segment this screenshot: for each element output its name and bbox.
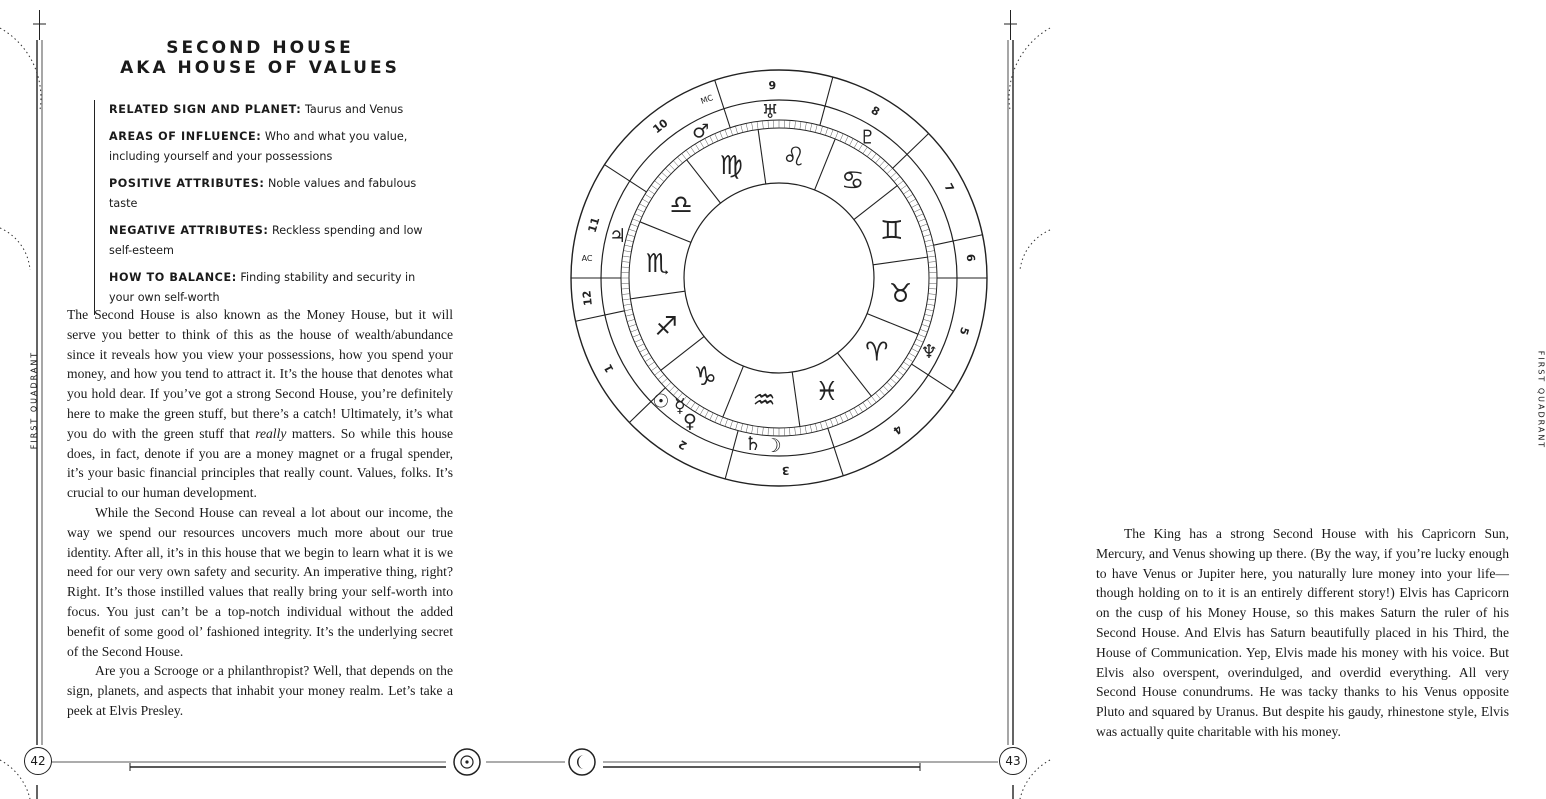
running-head-right: FIRST QUADRANT	[1536, 350, 1546, 450]
degree-tick	[914, 209, 921, 213]
attribute-label: RELATED SIGN AND PLANET:	[109, 103, 302, 116]
zodiac-sign-glyph: ♉	[888, 278, 913, 309]
sign-divider	[758, 129, 766, 183]
degree-tick	[925, 240, 933, 242]
degree-tick	[623, 251, 631, 252]
degree-tick	[695, 144, 699, 151]
degree-tick	[629, 229, 637, 231]
degree-tick	[795, 427, 796, 435]
inner-circle	[684, 183, 874, 373]
running-head-left: FIRST QUADRANT	[29, 350, 39, 450]
house-number: 2	[676, 437, 690, 453]
degree-tick	[903, 190, 910, 194]
degree-tick	[642, 199, 649, 203]
degree-tick	[720, 417, 723, 424]
degree-tick	[654, 370, 660, 375]
attributes-list	[94, 100, 439, 315]
degree-tick	[669, 386, 675, 392]
degree-tick	[890, 172, 896, 177]
degree-tick	[911, 204, 918, 208]
degree-tick	[805, 426, 806, 434]
attribute-label: POSITIVE ATTRIBUTES:	[109, 177, 265, 190]
degree-tick	[654, 181, 660, 186]
degree-tick	[815, 125, 817, 133]
degree-tick	[927, 304, 935, 305]
sun-glyph: ☉	[652, 390, 670, 413]
pluto-glyph: ♇	[858, 126, 877, 149]
degree-tick	[871, 396, 876, 402]
attribute-positive	[109, 174, 439, 214]
attribute-value: Who and what you value, including yourself and your possessions	[109, 130, 408, 163]
degree-tick	[757, 122, 758, 130]
paragraph-1-part-a: The Second House is also known as the Money House, but it will serve you better to think of this as the house of wealth/abundance since it reveals how you view your possessions, how you spend your money, and how you tend to attract it. It’s the house that denotes what you hold dear. If you’ve got a strong Second House, you’re definitely here to make the green stuff, but there’s a catch! Ultimately, it’s what you do with the green stuff that	[67, 307, 453, 441]
house-number: 7	[941, 181, 957, 195]
degree-tick	[662, 378, 668, 383]
degree-tick	[920, 224, 928, 227]
degree-band-inner	[629, 128, 929, 428]
degree-tick	[633, 334, 640, 337]
degree-tick	[789, 428, 790, 436]
degree-tick	[720, 132, 723, 139]
degree-tick	[621, 267, 629, 268]
degree-tick	[918, 334, 925, 337]
attribute-balance	[109, 268, 439, 308]
degree-tick	[854, 141, 858, 148]
degree-tick	[626, 240, 634, 242]
natal-chart-wheel	[549, 48, 1009, 508]
zodiac-sign-glyph: ♓	[815, 376, 839, 407]
degree-tick	[900, 185, 906, 190]
degree-tick	[651, 185, 657, 190]
zodiac-sign-glyph: ♒	[752, 385, 776, 416]
degree-tick	[665, 382, 671, 388]
attribute-value: Noble values and fabulous taste	[109, 177, 417, 210]
degree-tick	[918, 219, 925, 222]
degree-tick	[920, 329, 928, 332]
degree-tick	[845, 136, 849, 143]
degree-tick	[928, 294, 936, 295]
left-body-text	[67, 305, 453, 721]
degree-tick	[623, 256, 631, 257]
attribute-areas	[109, 127, 439, 167]
house-number: 11	[585, 215, 603, 235]
degree-tick	[928, 299, 936, 300]
crescent-moon-icon	[567, 747, 597, 777]
degree-tick	[746, 425, 748, 433]
house-number: 10	[650, 116, 671, 137]
degree-tick	[923, 234, 931, 236]
sign-divider	[792, 372, 800, 426]
degree-tick	[906, 194, 913, 198]
attribute-value: Finding stability and security in your own self-worth	[109, 271, 416, 304]
degree-tick	[741, 424, 743, 432]
degree-tick	[627, 234, 635, 236]
degree-tick	[894, 176, 900, 181]
degree-tick	[849, 410, 853, 417]
degree-tick	[635, 339, 642, 342]
house-number: 5	[956, 325, 972, 337]
degree-tick	[909, 353, 916, 357]
degree-tick	[925, 314, 933, 316]
degree-tick	[863, 402, 867, 409]
degree-tick	[849, 138, 853, 145]
degree-tick	[730, 421, 732, 429]
house-number: 4	[890, 422, 905, 438]
degree-tick	[926, 309, 934, 311]
degree-tick	[883, 164, 889, 170]
degree-tick	[682, 153, 687, 159]
sign-divider	[723, 366, 744, 417]
degree-tick	[840, 134, 843, 141]
degree-tick	[929, 267, 937, 268]
degree-tick	[894, 374, 900, 379]
house-number: 9	[768, 78, 777, 93]
degree-tick	[623, 299, 631, 300]
title-line-2: AKA HOUSE OF VALUES	[120, 58, 400, 78]
degree-tick	[897, 181, 903, 186]
degree-tick	[621, 288, 629, 289]
degree-tick	[845, 413, 849, 420]
zodiac-sign-glyph: ♋	[841, 166, 865, 197]
degree-tick	[635, 214, 642, 217]
degree-tick	[871, 153, 876, 159]
degree-tick	[700, 408, 704, 415]
house-cusp	[576, 311, 625, 321]
degree-tick	[916, 214, 923, 217]
page-title	[115, 38, 405, 78]
degree-tick	[686, 399, 691, 405]
degree-tick	[929, 288, 937, 289]
house-cusp	[828, 428, 843, 476]
degree-tick	[890, 378, 896, 383]
mercury-glyph: ☿	[674, 394, 686, 417]
degree-tick	[637, 209, 644, 213]
degree-tick	[669, 164, 675, 170]
degree-tick	[800, 427, 801, 435]
zodiac-sign-glyph: ♐	[654, 311, 678, 342]
degree-tick	[887, 168, 893, 174]
attribute-negative	[109, 221, 439, 261]
right-body-text	[1096, 524, 1509, 742]
house-cusp	[893, 134, 929, 169]
house-cusp	[725, 431, 738, 479]
degree-tick	[622, 294, 630, 295]
degree-tick	[922, 324, 930, 326]
degree-tick	[642, 353, 649, 357]
zodiac-sign-glyph: ♑	[693, 361, 717, 392]
degree-tick	[825, 128, 827, 136]
degree-tick	[715, 415, 718, 422]
degree-tick	[911, 348, 918, 352]
zodiac-sign-glyph: ♏	[645, 249, 670, 280]
degree-tick	[883, 386, 889, 392]
degree-tick	[651, 366, 657, 371]
degree-tick	[835, 132, 838, 139]
degree-tick	[795, 121, 796, 129]
degree-tick	[800, 122, 801, 130]
degree-tick	[900, 366, 906, 371]
degree-tick	[897, 370, 903, 375]
degree-tick	[746, 123, 748, 131]
degree-tick	[922, 229, 930, 231]
degree-tick	[789, 120, 790, 128]
degree-tick	[705, 410, 709, 417]
degree-tick	[725, 130, 728, 138]
degree-tick	[662, 172, 668, 177]
degree-tick	[815, 424, 817, 432]
sign-divider	[873, 257, 927, 265]
house-number: 3	[781, 463, 790, 478]
degree-tick	[629, 324, 637, 326]
degree-tick	[735, 126, 737, 134]
degree-tick	[648, 190, 655, 194]
attribute-label: NEGATIVE ATTRIBUTES:	[109, 224, 269, 237]
degree-tick	[730, 128, 732, 136]
degree-tick	[665, 168, 671, 174]
page-number-left: 42	[24, 747, 52, 775]
degree-tick	[825, 421, 827, 429]
degree-tick	[658, 374, 664, 379]
degree-tick	[645, 194, 652, 198]
degree-tick	[710, 136, 714, 143]
degree-tick	[840, 415, 843, 422]
degree-tick	[830, 130, 833, 138]
degree-tick	[927, 251, 935, 252]
uranus-glyph: ♅	[761, 101, 779, 124]
degree-tick	[637, 344, 644, 348]
degree-tick	[645, 357, 652, 361]
attribute-value: Reckless spending and low self-esteem	[109, 224, 423, 257]
sign-divider	[640, 222, 691, 243]
right-page	[525, 0, 1546, 799]
degree-tick	[906, 357, 913, 361]
attribute-label: AREAS OF INFLUENCE:	[109, 130, 262, 143]
degree-tick	[741, 125, 743, 133]
degree-tick	[762, 427, 763, 435]
degree-tick	[691, 147, 695, 154]
saturn-glyph: ♄	[744, 432, 762, 455]
sun-icon	[452, 747, 482, 777]
degree-tick	[691, 402, 695, 409]
sign-divider	[630, 291, 684, 299]
degree-tick	[735, 422, 737, 430]
paragraph-1-part-b: matters. So while this house does, in fact, denote if you are a money magnet or a frugal spender, it’s your basic financial principles that really count. Values, folks. It’s crucial to our human development.	[67, 425, 453, 501]
midheaven-label: MC	[699, 93, 715, 106]
house-number: 6	[963, 253, 978, 263]
degree-tick	[622, 261, 630, 262]
degree-tick	[926, 245, 934, 247]
degree-tick	[928, 261, 936, 262]
degree-tick	[725, 419, 728, 427]
attribute-label: HOW TO BALANCE:	[109, 271, 237, 284]
attribute-related	[109, 100, 439, 120]
degree-tick	[631, 224, 639, 227]
house-number: 1	[601, 361, 617, 375]
house-cusp	[934, 235, 983, 245]
paragraph-1-emphasis: really	[255, 425, 287, 441]
left-page	[0, 0, 525, 799]
degree-tick	[752, 122, 753, 130]
house-cusp	[715, 80, 730, 128]
paragraph-3: Are you a Scrooge or a philanthropist? Well, that depends on the sign, planets, and aspects that inhabit your money realm. Let’s take a peek at Elvis Presley.	[67, 663, 453, 718]
degree-tick	[805, 122, 806, 130]
degree-tick	[639, 204, 646, 208]
degree-tick	[835, 417, 838, 424]
zodiac-sign-glyph: ♊	[880, 216, 904, 247]
degree-tick	[879, 389, 884, 395]
zodiac-sign-glyph: ♎	[669, 190, 693, 221]
degree-tick	[820, 126, 822, 134]
zodiac-sign-glyph: ♌	[782, 142, 806, 173]
sign-divider	[815, 139, 836, 190]
degree-tick	[879, 161, 884, 167]
degree-tick	[867, 399, 872, 405]
paragraph-1	[67, 305, 453, 503]
degree-tick	[928, 256, 936, 257]
attribute-value: Taurus and Venus	[301, 103, 404, 116]
house-cusp	[820, 77, 833, 125]
degree-tick	[623, 304, 631, 305]
degree-tick	[903, 362, 910, 366]
degree-tick	[810, 425, 812, 433]
title-line-1: SECOND HOUSE	[166, 38, 354, 58]
degree-tick	[854, 408, 858, 415]
degree-tick	[923, 319, 931, 321]
degree-tick	[715, 134, 718, 141]
degree-tick	[858, 405, 862, 412]
venus-glyph: ♀	[683, 410, 697, 433]
zodiac-sign-glyph: ♈	[865, 337, 889, 368]
degree-tick	[875, 393, 880, 399]
outer-ring	[571, 70, 987, 486]
degree-tick	[673, 161, 678, 167]
degree-tick	[875, 157, 880, 163]
paragraph-2: While the Second House can reveal a lot about our income, the way we spend our resources uncovers much more about our true identity. After all, it’s in this house that we begin to learn what it is we need for our very own safety and security. An imperative thing, right? Right. It’s those instilled values that really bring your self-worth into focus. You just can’t be a top-notch individual without the added benefit of some good ol’ fashioned integrity. It’s the underlying secret of the Second House.	[67, 504, 453, 659]
degree-tick	[677, 157, 682, 163]
degree-tick	[867, 150, 872, 156]
degree-tick	[686, 150, 691, 156]
degree-tick	[626, 314, 634, 316]
paragraph-elvis: The King has a strong Second House with his Capricorn Sun, Mercury, and Venus showing up there. (By the way, if you’re lucky enough to have Venus or Jupiter here, you naturally lure money into your life—though holding on to it is an entirely different story!) Elvis has Capricorn on the cusp of his Money House, so this makes Saturn the ruler of his Second House. And Elvis has Saturn beautifully placed in his Third, the House of Communication. Yep, Elvis made his money with his voice. But Elvis also overspent, overindulged, and overdid everything. All very Second House conundrums. He was tacky thanks to his Venus opposite Pluto and squared by Uranus. But despite his gaudy, rhinestone style, Elvis was actually quite charitable with his money.	[1096, 526, 1509, 739]
mars-glyph: ♂	[692, 120, 710, 143]
moon-glyph: ☽	[764, 434, 782, 457]
degree-tick	[820, 422, 822, 430]
degree-tick	[810, 123, 812, 131]
neptune-glyph: ♆	[920, 341, 938, 364]
degree-tick	[887, 382, 893, 388]
degree-tick	[631, 329, 639, 332]
degree-tick	[658, 176, 664, 181]
house-number: 12	[580, 289, 595, 307]
degree-tick	[639, 348, 646, 352]
jupiter-glyph: ♃	[609, 224, 627, 247]
degree-tick	[627, 319, 635, 321]
page-number-right: 43	[999, 747, 1027, 775]
zodiac-sign-glyph: ♍	[719, 151, 743, 182]
degree-tick	[624, 309, 632, 311]
ascendant-label: AC	[581, 253, 593, 263]
house-number: 8	[868, 103, 882, 119]
sign-divider	[867, 314, 918, 335]
degree-tick	[648, 362, 655, 366]
degree-tick	[909, 199, 916, 203]
degree-tick	[633, 219, 640, 222]
degree-tick	[830, 419, 833, 427]
degree-tick	[710, 413, 714, 420]
